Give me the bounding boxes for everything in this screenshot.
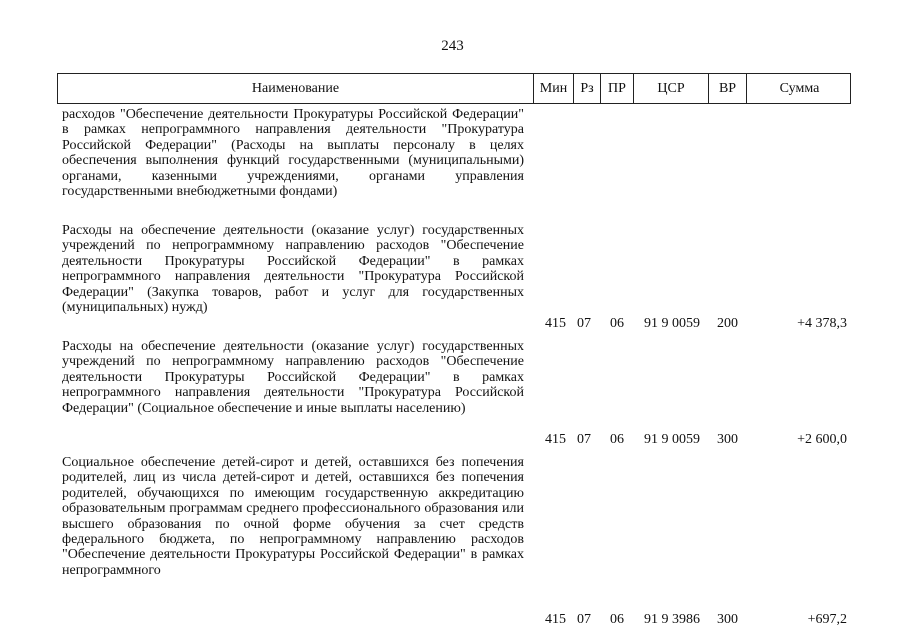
row-min: 415 bbox=[545, 316, 566, 331]
row-name: Расходы на обеспечение деятельности (оказание услуг) государственных учреждений по непрограммному направлению расходов "Обеспечение деятельности Прокуратуры Российской Федерации" в рамках непрограммного направления деятельности "Прокуратура Российской Федерации" (Закупка товаров, работ и услуг для государственных (муниципальных) нужд) bbox=[62, 223, 524, 316]
row-vr: 300 bbox=[717, 612, 738, 627]
row-sum: +2 600,0 bbox=[797, 432, 847, 447]
header-vr: ВР bbox=[709, 74, 747, 103]
row-vr: 200 bbox=[717, 316, 738, 331]
row-pr: 06 bbox=[610, 432, 624, 447]
header-name: Наименование bbox=[58, 74, 534, 103]
row-csr: 91 9 0059 bbox=[644, 316, 700, 331]
row-csr: 91 9 3986 bbox=[644, 612, 700, 627]
row-name: Расходы на обеспечение деятельности (оказание услуг) государственных учреждений по непрограммному направлению расходов "Обеспечение деятельности Прокуратуры Российской Федерации" в рамках непрограммного направления деятельности "Прокуратура Российской Федерации" (Социальное обеспечение и иные выплаты населению) bbox=[62, 339, 524, 416]
table-body bbox=[57, 107, 851, 635]
row-rz: 07 bbox=[577, 316, 591, 331]
table-header bbox=[57, 73, 851, 104]
row-pr: 06 bbox=[610, 612, 624, 627]
header-min: Мин bbox=[534, 74, 574, 103]
row-rz: 07 bbox=[577, 612, 591, 627]
page-number: 243 bbox=[441, 38, 464, 54]
table-row bbox=[57, 455, 851, 635]
row-sum: +697,2 bbox=[807, 612, 847, 627]
row-name: Социальное обеспечение детей-сирот и детей, оставшихся без попечения родителей, лиц из числа детей-сирот и детей, оставшихся без попечения родителей, обучающихся по имеющим государственную аккредитацию образовательным программам среднего профессионального образования или высшего образования по очной форме обучения за счет средств федерального бюджета, по непрограммному направлению расходов "Обеспечение деятельности Прокуратуры Российской Федерации" в рамках непрограммного bbox=[62, 455, 524, 578]
table-row bbox=[57, 223, 851, 339]
header-pr: ПР bbox=[601, 74, 634, 103]
row-name: расходов "Обеспечение деятельности Прокуратуры Российской Федерации" в рамках непрограммного направления деятельности "Прокуратура Российской Федерации" (Расходы на выплаты персоналу в целях обеспечения выполнения функций государственными (муниципальными) органами, казенными учреждениями, органами управления государственными внебюджетными фондами) bbox=[62, 107, 524, 200]
header-rz: Рз bbox=[574, 74, 601, 103]
row-vr: 300 bbox=[717, 432, 738, 447]
table-row bbox=[57, 339, 851, 455]
header-csr: ЦСР bbox=[634, 74, 709, 103]
row-min: 415 bbox=[545, 432, 566, 447]
row-min: 415 bbox=[545, 612, 566, 627]
row-pr: 06 bbox=[610, 316, 624, 331]
table-row bbox=[57, 107, 851, 223]
row-rz: 07 bbox=[577, 432, 591, 447]
row-sum: +4 378,3 bbox=[797, 316, 847, 331]
row-csr: 91 9 0059 bbox=[644, 432, 700, 447]
header-sum: Сумма bbox=[779, 81, 820, 96]
